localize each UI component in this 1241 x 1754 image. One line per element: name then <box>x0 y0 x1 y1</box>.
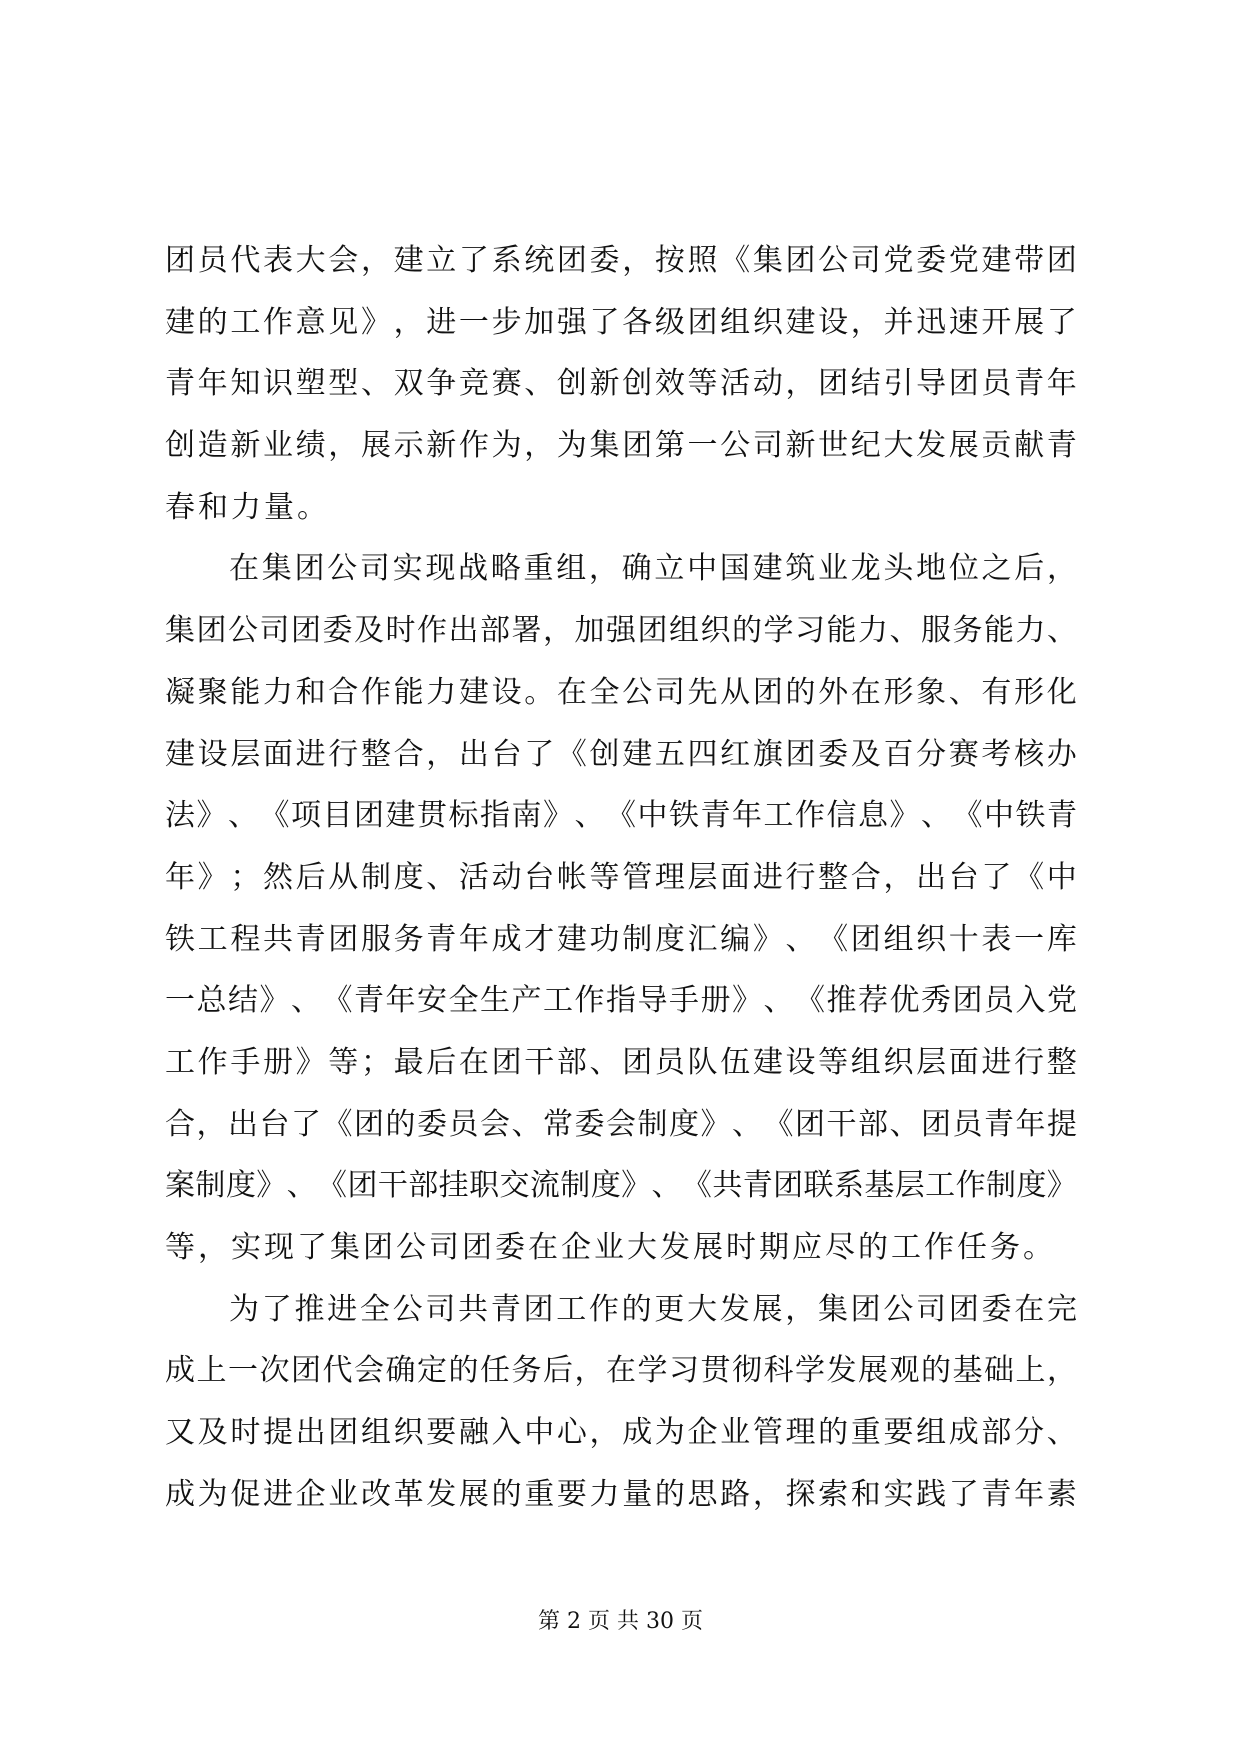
text-line: 为 了 推 进 全 公 司 共 青 团 工 作 的 更 大 发 展 ， 集 团 公 司 团 委 在 完 <box>229 1291 1077 1327</box>
text-line: 建 的 工 作 意 见 》 ， 进 一 步 加 强 了 各 级 团 组 织 建 设 ， 并 迅 速 开 展 了 <box>165 304 1077 340</box>
text-line: 案 制 度 》 、 《 团 干 部 挂 职 交 流 制 度 》 、 《 共 青 团 联 系 基 层 工 作 制 度 》 <box>165 1168 1077 1204</box>
text-line: 凝 聚 能 力 和 合 作 能 力 建 设 。 在 全 公 司 先 从 团 的 外 在 形 象 、 有 形 化 <box>165 674 1077 710</box>
text-line: 合 ， 出 台 了 《 团 的 委 员 会 、 常 委 会 制 度 》 、 《 团 干 部 、 团 员 青 年 提 <box>165 1106 1077 1142</box>
text-line: 工 作 手 册 》 等 ； 最 后 在 团 干 部 、 团 员 队 伍 建 设 等 组 织 层 面 进 行 整 <box>165 1044 1077 1080</box>
text-line: 建 设 层 面 进 行 整 合 ， 出 台 了 《 创 建 五 四 红 旗 团 委 及 百 分 赛 考 核 办 <box>165 736 1077 772</box>
text-line: 年 》 ； 然 后 从 制 度 、 活 动 台 帐 等 管 理 层 面 进 行 整 合 ， 出 台 了 《 中 <box>165 859 1077 895</box>
text-line: 集 团 公 司 团 委 及 时 作 出 部 署 ， 加 强 团 组 织 的 学 习 能 力 、 服 务 能 力 、 <box>165 613 1077 649</box>
text-line: 一 总 结 》 、 《 青 年 安 全 生 产 工 作 指 导 手 册 》 、 《 推 荐 优 秀 团 员 入 党 <box>165 983 1077 1019</box>
page-footer: 第 2 页 共 30 页 <box>538 1609 703 1634</box>
text-line: 铁 工 程 共 青 团 服 务 青 年 成 才 建 功 制 度 汇 编 》 、 《 团 组 织 十 表 一 库 <box>165 921 1077 957</box>
text-line: 在 集 团 公 司 实 现 战 略 重 组 ， 确 立 中 国 建 筑 业 龙 头 地 位 之 后 ， <box>229 551 1077 587</box>
text-line: 法 》 、 《 项 目 团 建 贯 标 指 南 》 、 《 中 铁 青 年 工 作 信 息 》 、 《 中 铁 青 <box>165 798 1077 834</box>
text-line: 创 造 新 业 绩 ， 展 示 新 作 为 ， 为 集 团 第 一 公 司 新 世 纪 大 发 展 贡 献 青 <box>165 428 1077 464</box>
text-line: 又 及 时 提 出 团 组 织 要 融 入 中 心 ， 成 为 企 业 管 理 的 重 要 组 成 部 分 、 <box>165 1415 1077 1451</box>
text-line: 成 为 促 进 企 业 改 革 发 展 的 重 要 力 量 的 思 路 ， 探 索 和 实 践 了 青 年 素 <box>165 1476 1077 1512</box>
text-line: 春和力量。 <box>165 489 330 525</box>
text-line: 团 员 代 表 大 会 ， 建 立 了 系 统 团 委 ， 按 照 《 集 团 公 司 党 委 党 建 带 团 <box>165 243 1077 278</box>
text-line: 青 年 知 识 塑 型 、 双 争 竞 赛 、 创 新 创 效 等 活 动 ， 团 结 引 导 团 员 青 年 <box>165 366 1077 402</box>
text-line: 等，实现了集团公司团委在企业大发展时期应尽的工作任务。 <box>165 1230 1056 1265</box>
body-text <box>165 230 1077 1525</box>
text-line: 成 上 一 次 团 代 会 确 定 的 任 务 后 ， 在 学 习 贯 彻 科 学 发 展 观 的 基 础 上 ， <box>165 1353 1077 1389</box>
